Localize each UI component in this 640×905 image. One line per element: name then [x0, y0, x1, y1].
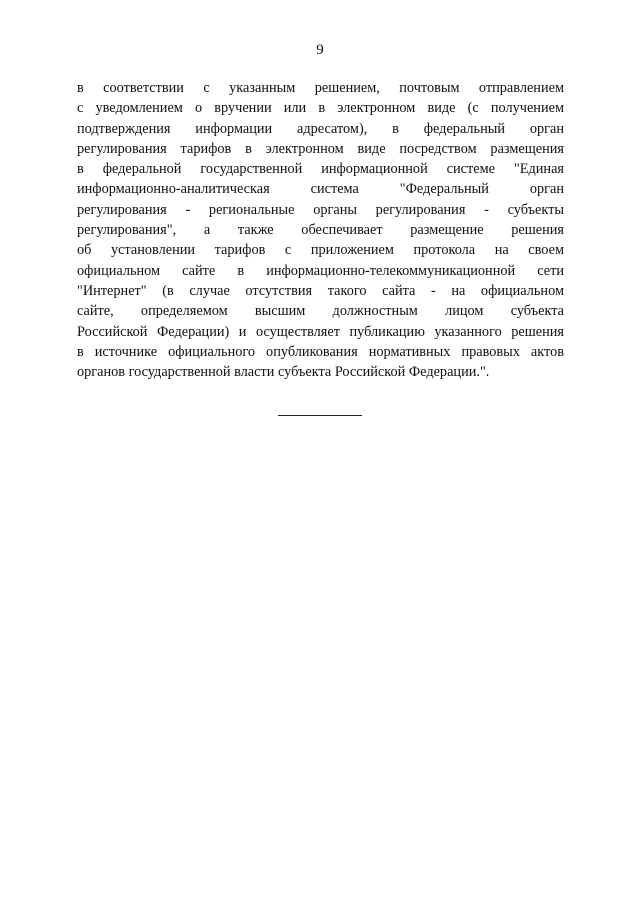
text-line: с уведомлением о вручении или в электронном виде (с получением: [77, 100, 564, 117]
text-line: Российской Федерации) и осуществляет публикацию указанного решения: [77, 323, 564, 340]
text-line: органов государственной власти субъекта Российской Федерации.".: [77, 364, 490, 381]
text-line: об установлении тарифов с приложением протокола на своем: [77, 242, 564, 259]
text-line: в источнике официального опубликования нормативных правовых актов: [77, 343, 564, 360]
text-line: "Интернет" (в случае отсутствия такого сайта - на официальном: [77, 282, 564, 299]
page-number: 9: [316, 42, 324, 58]
text-line: в соответствии с указанным решением, почтовым отправлением: [77, 80, 564, 96]
text-line: официальном сайте в информационно-телекоммуникационной сети: [77, 262, 564, 279]
text-line: регулирования - региональные органы регулирования - субъекты: [77, 201, 564, 218]
text-line: регулирования", а также обеспечивает размещение решения: [77, 222, 564, 239]
text-line: в федеральной государственной информационной системе "Единая: [77, 161, 564, 178]
text-line: регулирования тарифов в электронном виде посредством размещения: [77, 140, 564, 157]
text-line: подтверждения информации адресатом), в федеральный орган: [77, 120, 564, 137]
text-line: сайте, определяемом высшим должностным лицом субъекта: [77, 303, 564, 320]
body-text: [77, 78, 564, 382]
end-of-document-rule: [278, 415, 362, 416]
text-line: информационно-аналитическая система "Федеральный орган: [77, 181, 564, 198]
